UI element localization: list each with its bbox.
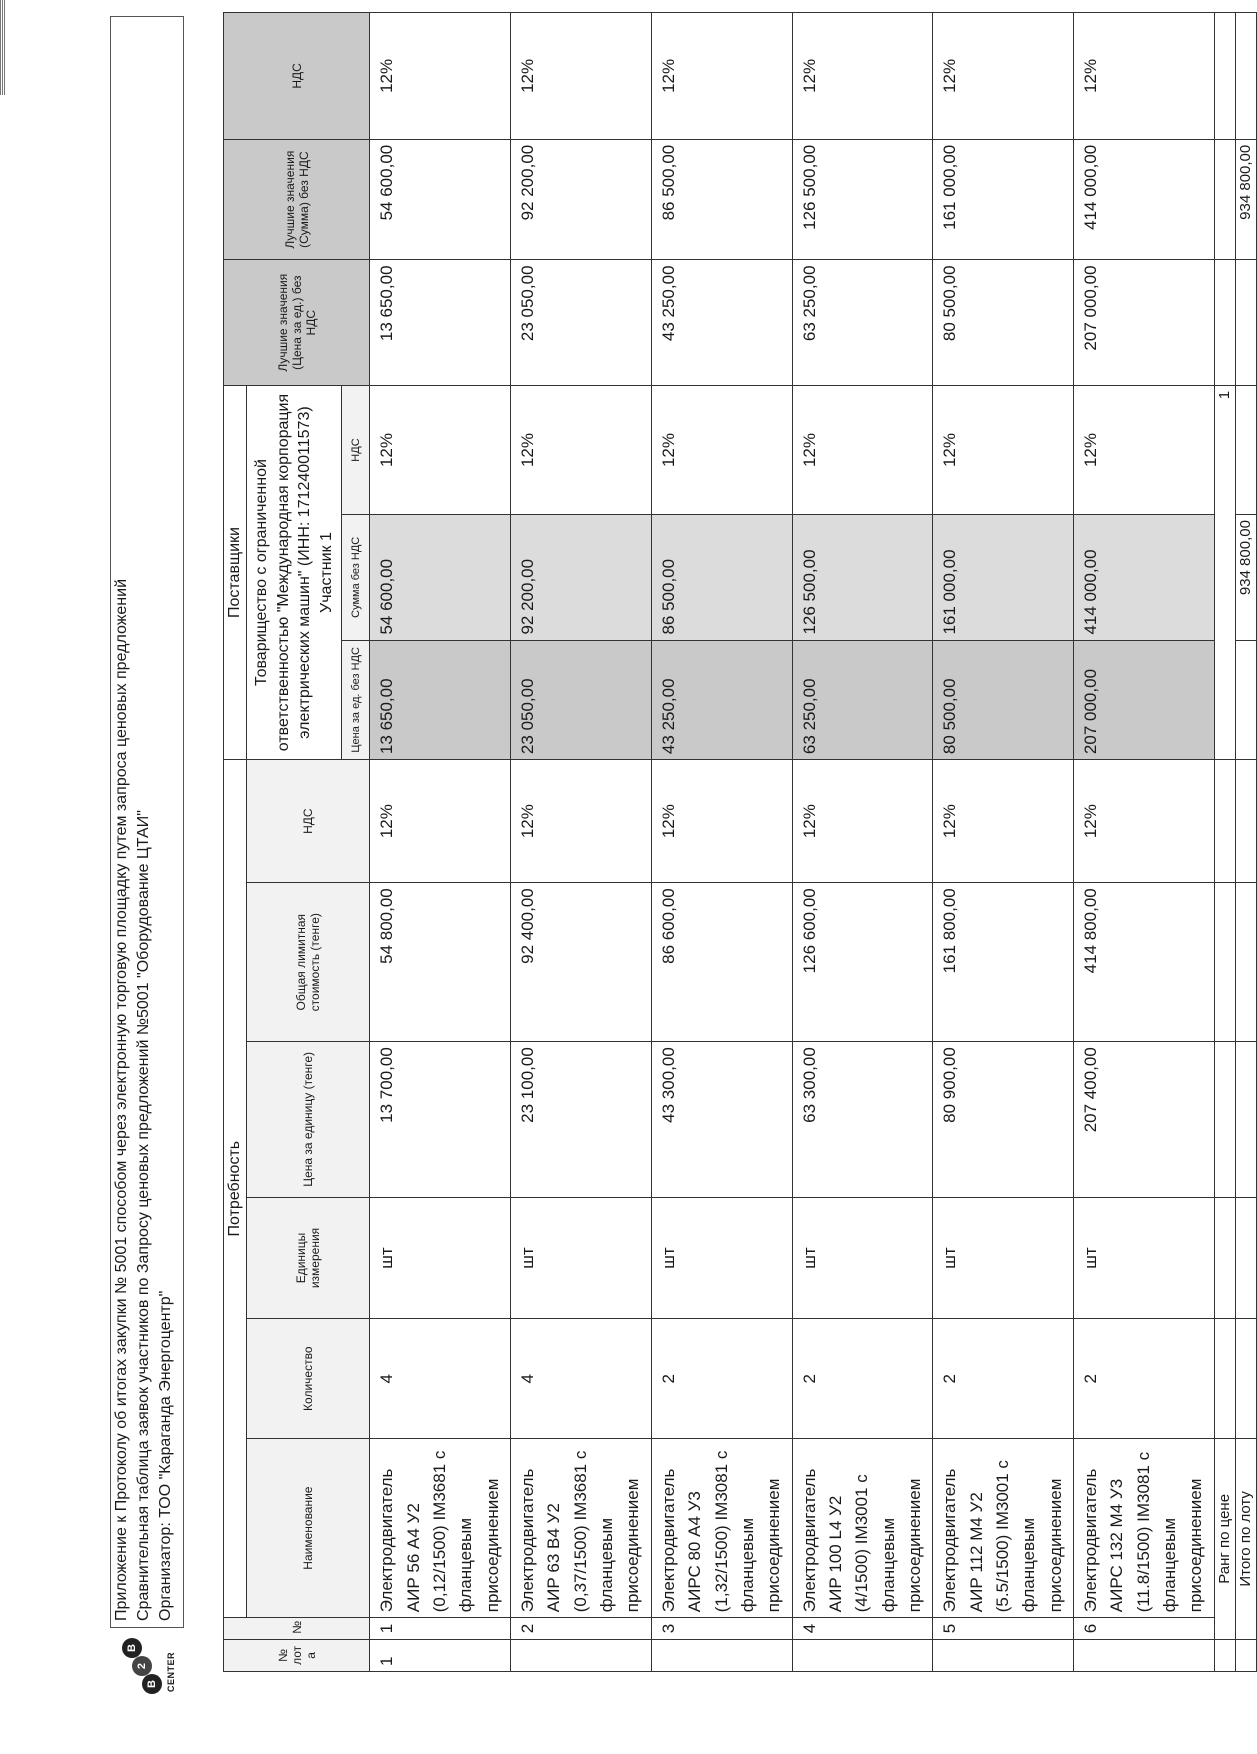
header-line-3: Организатор: ТОО "Караганда Энергоцентр" (157, 1290, 174, 1621)
cell-best-vat: 12% (933, 13, 1074, 140)
comparison-table (223, 12, 1257, 1672)
cell-best-sum: 126 500,00 (792, 139, 933, 260)
cell-vat: 12% (511, 760, 652, 883)
cell-qty: 2 (1073, 1319, 1214, 1439)
cell-supplier-price: 80 500,00 (933, 640, 1074, 760)
total-best-sum: 934 800,00 (1235, 139, 1256, 260)
cell-name: Электродвигатель АИРС 132 М4 У3 (11.8/1500) IM3081 с фланцевым присоединением (1073, 1438, 1214, 1617)
header-line-2: Сравнительная таблица заявок участников по Запросу ценовых предложений №5001 "Оборудование ЦТАИ" (135, 810, 152, 1621)
cell-supplier-vat: 12% (792, 385, 933, 514)
cell-lot (651, 1639, 792, 1671)
cell-unit: шт (1073, 1197, 1214, 1319)
section-suppliers: Поставщики (224, 385, 247, 759)
b2b-center-logo: B 2 B CENTER (120, 1634, 190, 1694)
cell-best-sum: 92 200,00 (511, 139, 652, 260)
cell-vat: 12% (792, 760, 933, 883)
col-unit: Единицы измерения (247, 1197, 370, 1319)
cell-best-sum: 86 500,00 (651, 139, 792, 260)
cell-best-price: 23 050,00 (511, 260, 652, 385)
cell-supplier-vat: 12% (933, 385, 1074, 514)
cell-total: 161 800,00 (933, 883, 1074, 1042)
cell-unit-price: 13 700,00 (370, 1042, 511, 1197)
cell-no: 5 (933, 1618, 1074, 1640)
cell-lot (511, 1639, 652, 1671)
cell-total: 86 600,00 (651, 883, 792, 1042)
col-supplier-vat: НДС (342, 385, 370, 514)
cell-total: 92 400,00 (511, 883, 652, 1042)
cell-best-vat: 12% (792, 13, 933, 140)
cell-best-sum: 161 000,00 (933, 139, 1074, 260)
cell-qty: 4 (370, 1319, 511, 1439)
total-row (1235, 13, 1256, 1672)
supplier-name-text: Товарищество с ограниченной ответственностью "Международная корпорация электрических машин" (ИНН: 171240011573) (253, 393, 314, 752)
cell-vat: 12% (933, 760, 1074, 883)
section-need: Потребность (224, 760, 247, 1618)
rank-label: Ранг по цене (1214, 1438, 1235, 1639)
rank-value: 1 (1214, 385, 1235, 759)
cell-lot (792, 1639, 933, 1671)
cell-supplier-price: 207 000,00 (1073, 640, 1214, 760)
table-row (933, 13, 1074, 1672)
cell-supplier-vat: 12% (370, 385, 511, 514)
cell-total: 126 600,00 (792, 883, 933, 1042)
header-line-1: Приложение к Протоколу об итогах закупки № 5001 способом через электронную торговую площадку путем запроса ценовых предложений (113, 578, 130, 1621)
cell-unit-price: 80 900,00 (933, 1042, 1074, 1197)
logo-text: CENTER (166, 1651, 176, 1692)
col-total-limit: Общая лимитная стоимость (тенге) (247, 883, 370, 1042)
cell-unit: шт (370, 1197, 511, 1319)
cell-no: 2 (511, 1618, 652, 1640)
cell-name: Электродвигатель АИР 100 L4 У2 (4/1500) IM3001 с фланцевым присоединением (792, 1438, 933, 1617)
cell-unit-price: 23 100,00 (511, 1042, 652, 1197)
cell-no: 4 (792, 1618, 933, 1640)
cell-no: 3 (651, 1618, 792, 1640)
col-best-unit: Лучшие значения (Цена за ед.) без НДС (224, 260, 370, 385)
cell-unit-price: 63 300,00 (792, 1042, 933, 1197)
cell-vat: 12% (370, 760, 511, 883)
cell-supplier-price: 13 650,00 (370, 640, 511, 760)
table-row (1073, 13, 1214, 1672)
cell-unit: шт (933, 1197, 1074, 1319)
cell-name: Электродвигатель АИР 63 В4 У2 (0,37/1500) IM3681 с фланцевым присоединением (511, 1438, 652, 1617)
cell-best-vat: 12% (370, 13, 511, 140)
cell-supplier-sum: 414 000,00 (1073, 515, 1214, 640)
cell-supplier-sum: 86 500,00 (651, 515, 792, 640)
cell-best-price: 63 250,00 (792, 260, 933, 385)
rank-row (1214, 13, 1235, 1672)
cell-unit: шт (511, 1197, 652, 1319)
cell-supplier-vat: 12% (651, 385, 792, 514)
table-row (511, 13, 652, 1672)
cell-total: 414 800,00 (1073, 883, 1214, 1042)
cell-best-price: 80 500,00 (933, 260, 1074, 385)
supplier-name (247, 385, 342, 759)
cell-supplier-price: 43 250,00 (651, 640, 792, 760)
cell-qty: 2 (792, 1319, 933, 1439)
cell-best-vat: 12% (511, 13, 652, 140)
document-header (110, 14, 220, 1694)
cell-qty: 4 (511, 1319, 652, 1439)
col-supplier-sum: Сумма без НДС (342, 515, 370, 640)
total-supplier-sum: 934 800,00 (1235, 515, 1256, 640)
col-best-sum: Лучшие значения (Сумма) без НДС (224, 139, 370, 260)
table-row (792, 13, 933, 1672)
cell-no: 1 (370, 1618, 511, 1640)
cell-best-sum: 54 600,00 (370, 139, 511, 260)
cell-supplier-sum: 54 600,00 (370, 515, 511, 640)
cell-lot (933, 1639, 1074, 1671)
cell-supplier-sum: 126 500,00 (792, 515, 933, 640)
cell-name: Электродвигатель АИР 112 М4 У2 (5.5/1500) IM3001 с фланцевым присоединением (933, 1438, 1074, 1617)
cell-lot (1073, 1639, 1214, 1671)
cell-supplier-vat: 12% (511, 385, 652, 514)
cell-supplier-price: 23 050,00 (511, 640, 652, 760)
cell-total: 54 800,00 (370, 883, 511, 1042)
cell-unit-price: 207 400,00 (1073, 1042, 1214, 1197)
cell-lot: 1 (370, 1639, 511, 1671)
cell-qty: 2 (933, 1319, 1074, 1439)
cell-unit: шт (651, 1197, 792, 1319)
col-vat: НДС (247, 760, 370, 883)
cell-unit: шт (792, 1197, 933, 1319)
cell-best-vat: 12% (1073, 13, 1214, 140)
col-best-vat: НДС (224, 13, 370, 140)
table-row (651, 13, 792, 1672)
cell-qty: 2 (651, 1319, 792, 1439)
col-supplier-unit-price: Цена за ед. без НДС (342, 640, 370, 760)
cell-no: 6 (1073, 1618, 1214, 1640)
table-row (370, 13, 511, 1672)
cell-name: Электродвигатель АИРС 80 А4 У3 (1,32/1500) IM3081 с фланцевым присоединением (651, 1438, 792, 1617)
cell-vat: 12% (651, 760, 792, 883)
cell-supplier-sum: 92 200,00 (511, 515, 652, 640)
col-name: Наименование (247, 1438, 370, 1617)
cell-vat: 12% (1073, 760, 1214, 883)
cell-best-price: 13 650,00 (370, 260, 511, 385)
cell-supplier-sum: 161 000,00 (933, 515, 1074, 640)
total-label: Итого по лоту (1235, 1438, 1256, 1639)
cell-supplier-vat: 12% (1073, 385, 1214, 514)
col-unit-price: Цена за единицу (тенге) (247, 1042, 370, 1197)
header-box (110, 16, 184, 1628)
cell-best-sum: 414 000,00 (1073, 139, 1214, 260)
cell-supplier-price: 63 250,00 (792, 640, 933, 760)
col-lot-no: № лота (224, 1639, 370, 1671)
participant-label: Участник 1 (317, 532, 335, 613)
cell-unit-price: 43 300,00 (651, 1042, 792, 1197)
col-qty: Количество (247, 1319, 370, 1439)
cell-best-price: 207 000,00 (1073, 260, 1214, 385)
col-no: № (224, 1618, 370, 1640)
cell-best-price: 43 250,00 (651, 260, 792, 385)
cell-best-vat: 12% (651, 13, 792, 140)
cell-name: Электродвигатель АИР 56 А4 У2 (0,12/1500) IM3681 с фланцевым присоединением (370, 1438, 511, 1617)
